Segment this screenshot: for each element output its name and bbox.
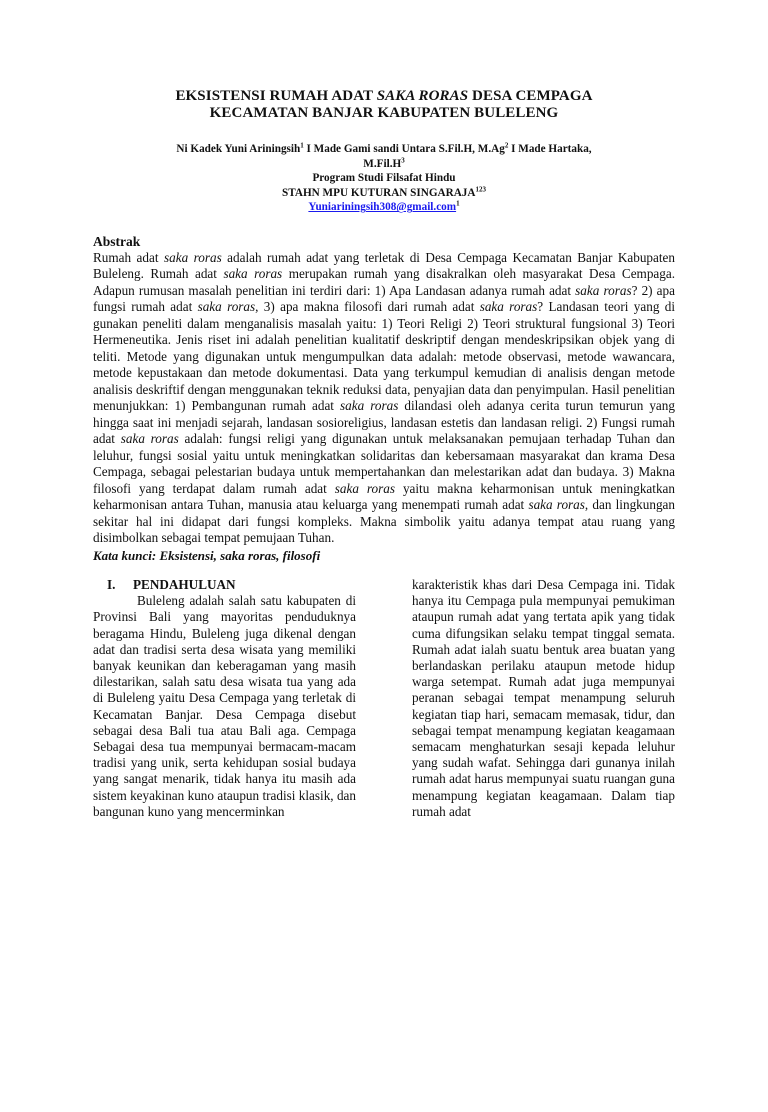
author-block [93, 142, 675, 215]
abstract-body: Rumah adat saka roras adalah rumah adat yang terletak di Desa Cempaga Kecamatan Banjar Kabupaten Buleleng. Rumah adat saka roras merupakan rumah yang disakralkan oleh masyarakat Desa Cempaga. Adapun rumusan masalah penelitian ini terdiri dari: 1) Apa Landasan adanya rumah adat saka roras? 2) apa fungsi rumah adat saka roras, 3) apa makna filosofi dari rumah adat saka roras? Landasan teori yang di gunakan peneliti dalam menganalisis masalah yaitu: 1) Teori Religi 2) Teori struktural fungsional 3) Teori Hermeneutika. Jenis riset ini adalah penelitian kualitatif deskriptif dengan mendeskripsikan objek yang di teliti. Metode yang digunakan untuk mengumpulkan data adalah: metode observasi, metode wawancara, metode kepustakaan dan metode dokumentasi. Data yang terkumpul kemudian di analisis dengan metode analisis deskriftif dengan menggunakan teknik reduksi data, penyajian data dan penyimpulan. Hasil penelitian menunjukkan: 1) Pembangunan rumah adat saka roras dilandasi oleh adanya cerita turun temurun yang hingga saat ini menjadi sejarah, landasan sosioreligius, landasan estetis dan landasan religi. 2) Fungsi rumah adat saka roras adalah: fungsi religi yang digunakan untuk melaksanakan pemujaan terhadap Tuhan dan leluhur, fungsi sosial yaitu untuk meningkatkan solidaritas dan kebersamaan masyarakat dan krama Desa Cempaga, sebagai pelestarian budaya untuk mempertahankan dan melestarikan adat dan budaya. 3) Makna filosofi yang terdapat dalam rumah adat saka roras yaitu makna keharmonisan untuk meningkatkan keharmonisan antara Tuhan, manusia atau keluarga yang menempati rumah adat saka roras, dan lingkungan sekitar hal ini didapat dari fungsi kompleks. Makna simbolik yaitu adanya tempat atau ruang yang disimbolkan sebagai tempat pemujaan Tuhan. [93, 249, 676, 546]
two-column-body [93, 577, 675, 820]
title-line-2: KECAMATAN BANJAR KABUPATEN BULELENG [209, 105, 559, 121]
paper-page [0, 88, 768, 1112]
program-name: Program Studi Filsafat Hindu [312, 172, 456, 185]
paper-title [93, 88, 675, 122]
abstract-heading: Abstrak [93, 233, 141, 249]
section-number: I. [107, 576, 116, 592]
email-link[interactable]: Yuniariningsih308@gmail.com [308, 201, 457, 214]
keywords: Kata kunci: Eksistensi, saka roras, filosofi [93, 547, 321, 563]
intro-paragraph-right: karakteristik khas dari Desa Cempaga ini. Tidak hanya itu Cempaga pula mempunyai pemukiman ataupun rumah adat yang tertata apik yang tidak cuma difungsikan selaku tempat tinggal semata. Rumah adat ialah suatu bentuk area buatan yang berlandaskan perilaku ataupun metode hidup warga setempat. Rumah adat juga mempunyai peranan sebagai tempat menampung seluruh kegiatan tiap hari, semacam memasak, tidur, dan sebagai tempat menampung kegiatan keagamaan semacam menghaturkan sesaji kepada leluhur yang sudah wafat. Sehingga dari gunanya inilah rumah adat harus mempunyai suatu ruangan guna menampung kegiatan keagamaan. Dalam tiap rumah adat [412, 576, 675, 819]
intro-paragraph-left: Buleleng adalah salah satu kabupaten di Provinsi Bali yang mayoritas penduduknya beragama Hindu, Buleleng juga dikenal dengan adat dan tradisi serta desa wisata yang memiliki banyak keunikan dan keberagaman yang masih dilestarikan, salah satu desa wisata tua yang ada di Buleleng yaitu Desa Cempaga yang terletak di Kecamatan Banjar. Desa Cempaga disebut sebagai desa Bali tua atau Bali aga. Cempaga Sebagai desa tua mempunyai bermacam-macam tradisi yang unik, serta kehidupan sosial budaya yang sangat menarik, tidak hanya itu masih ada sistem keyakinan kuno ataupun tradisi klasik, dan bangunan kuno yang mencerminkan [93, 593, 356, 819]
title-line-1: EKSISTENSI RUMAH ADAT SAKA RORAS DESA CEMPAGA [175, 88, 593, 104]
left-column [93, 577, 356, 820]
institution-name: STAHN MPU KUTURAN SINGARAJA$^{123}$ [282, 185, 486, 199]
section-heading [93, 577, 356, 593]
author-names: Ni Kadek Yuni Ariningsih$^1$ I Made Gami sandi Untara S.Fil.H, M.Ag$^2$ I Made Hartaka, [176, 141, 592, 155]
section-title: PENDAHULUAN [133, 576, 236, 592]
author-names-cont: $M.Fil.H^3$ [363, 155, 405, 170]
email-line: Yuniariningsih308@gmail.com$^1$ [308, 199, 460, 214]
right-column [404, 577, 675, 820]
